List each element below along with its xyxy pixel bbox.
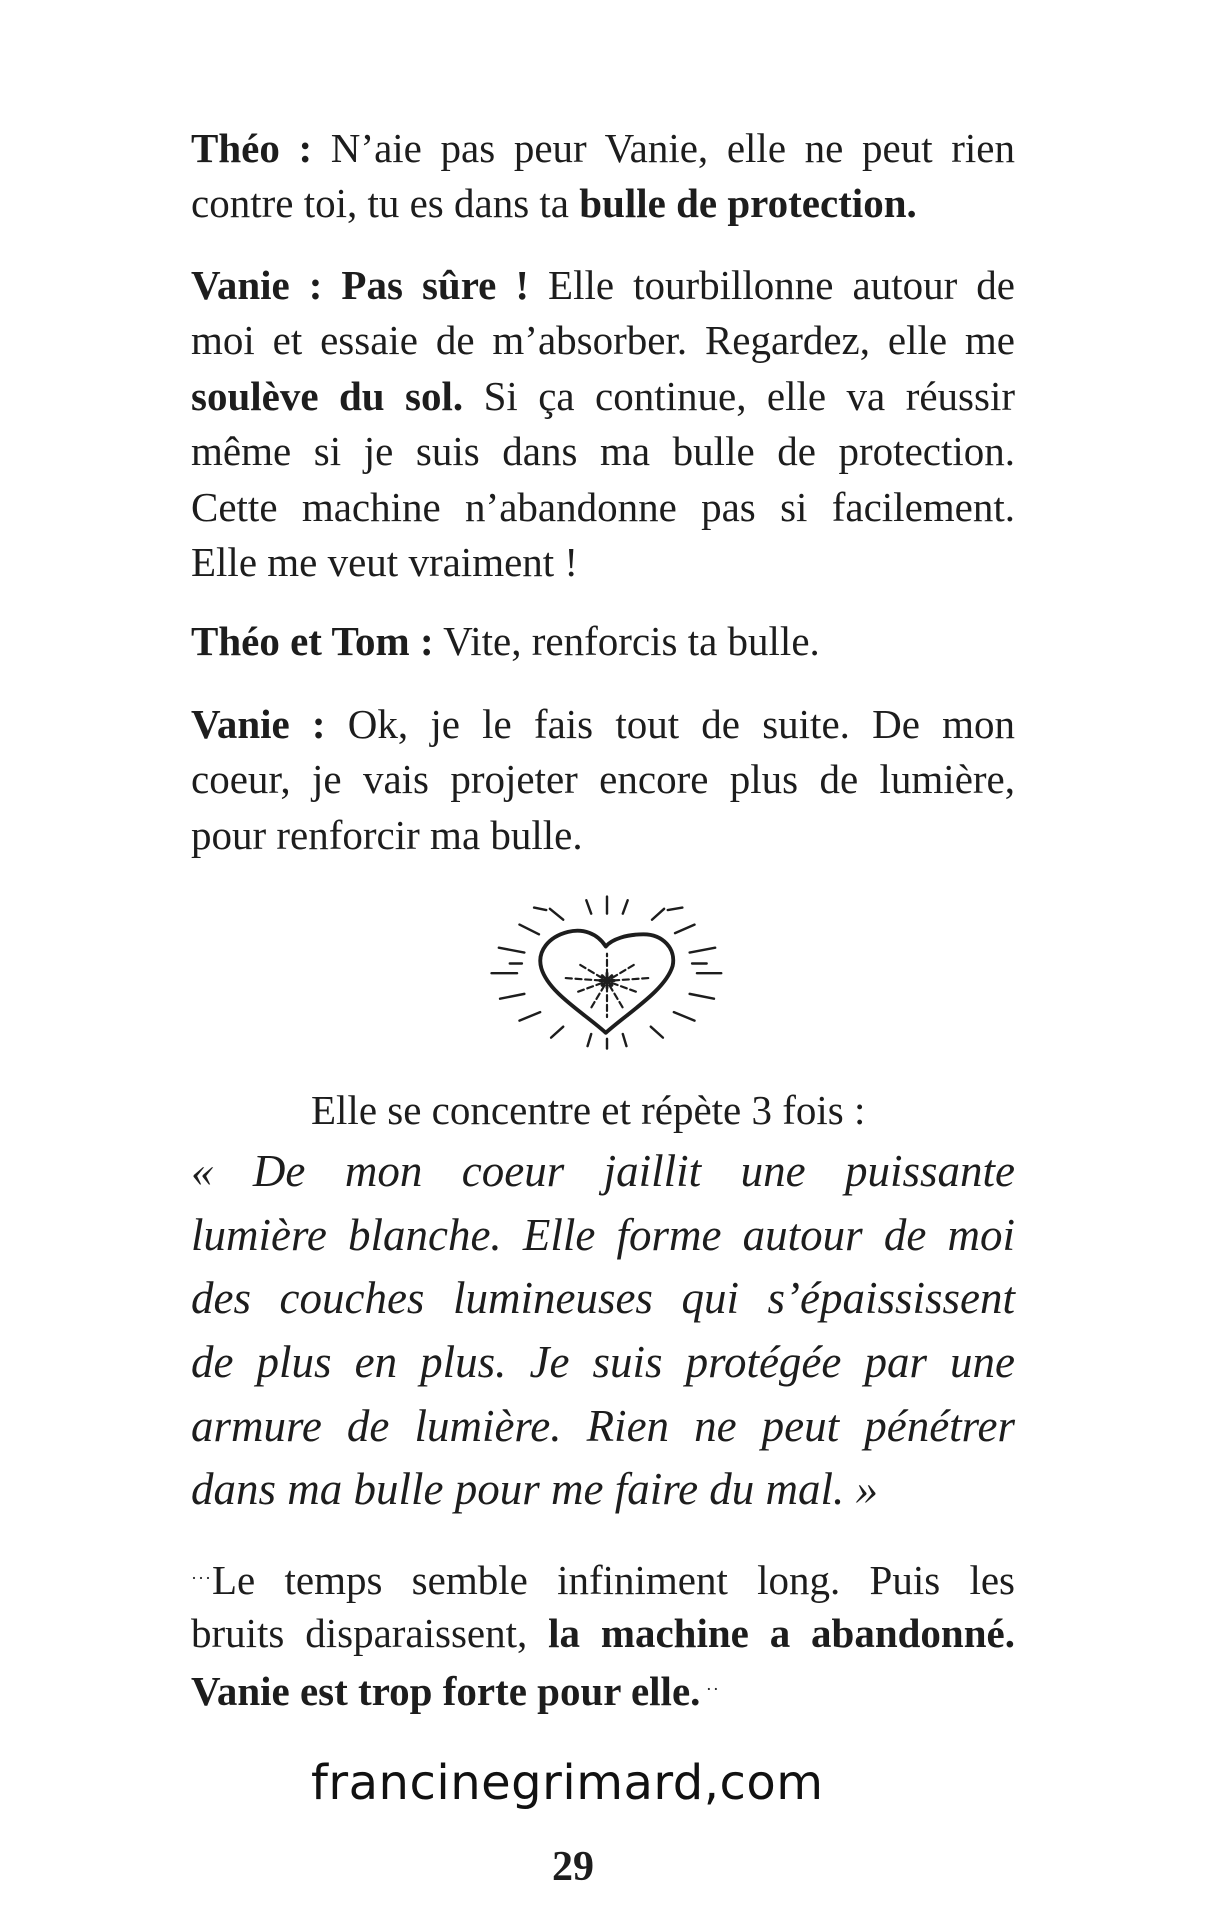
text-line [191, 121, 1015, 176]
light-ray [519, 1012, 540, 1021]
quote-line: de plus en plus. Je suis protégée par une [191, 1337, 1015, 1388]
sparkle-ray [578, 963, 602, 978]
text-line [191, 1551, 1015, 1606]
speaker-name: Vanie : Pas sûre ! [191, 262, 530, 308]
text-line [191, 369, 1015, 424]
light-ray [588, 1034, 592, 1046]
dialogue-text: Si ça continue, elle va réussir [463, 372, 1015, 419]
dialogue-text: pour renforcir ma bulle. [191, 811, 583, 858]
emphasis-text: soulève du sol. [191, 372, 464, 419]
dialogue-text: N’aie pas peur Vanie, elle ne peut rien [312, 125, 1015, 171]
speaker-name: Vanie : [191, 701, 326, 747]
text-line [191, 258, 1015, 313]
dialogue-theo-tom [191, 614, 1015, 669]
dialogue-text: Ok, je le fais tout de suite. De mon [325, 701, 1015, 747]
page-number: 29 [552, 1844, 594, 1890]
quote-line: des couches lumineuses qui s’épaississent [191, 1273, 1015, 1324]
dialogue-text: Elle tourbillonne autour de [529, 262, 1015, 308]
speaker-name: Théo et Tom : [191, 618, 434, 664]
sparkle-ray [612, 963, 636, 978]
website-url: francinegrimard,com [311, 1755, 824, 1811]
text-line [191, 535, 1015, 590]
sparkle-ray [590, 985, 605, 1009]
quote-line: « De mon coeur jaillit une puissante [191, 1146, 1015, 1196]
emphasis-text: Vanie est trop forte pour elle. [191, 1667, 701, 1714]
light-ray [500, 994, 524, 999]
light-ray [652, 909, 664, 920]
light-ray [499, 948, 525, 953]
ellipsis-mark: ··· [191, 1568, 212, 1588]
light-ray [623, 900, 628, 913]
light-ray [586, 900, 591, 913]
text-line [191, 614, 1015, 669]
dialogue-text: coeur, je vais projeter encore plus de lumière, [191, 756, 1015, 803]
light-ray [651, 1027, 663, 1038]
quote-line: dans ma bulle pour me faire du mal. » [191, 1464, 879, 1515]
text-line: Elle se concentre et répète 3 fois : [311, 1087, 866, 1133]
speaker-name: Théo : [191, 125, 313, 171]
text-line [191, 1606, 1015, 1661]
dialogue-text: moi et essaie de m’absorber. Regardez, elle me [191, 317, 1015, 364]
narration-text: bruits disparaissent, [191, 1610, 549, 1657]
quote-line: lumière blanche. Elle forme autour de moi [191, 1209, 1015, 1260]
text-line [191, 1662, 1015, 1717]
text-line [191, 808, 1015, 863]
text-line [191, 176, 1015, 231]
quote-line: armure de lumière. Rien ne peut pénétrer [191, 1400, 1015, 1451]
sparkle-ray [613, 978, 648, 980]
dialogue-text: contre toi, tu es dans ta [191, 180, 580, 227]
light-ray [550, 909, 563, 920]
light-ray [623, 1034, 627, 1046]
sparkle-ray [566, 978, 601, 980]
text-line [191, 697, 1015, 752]
closing-narration [191, 1551, 1015, 1717]
light-ray [674, 1012, 695, 1021]
text-line [191, 480, 1015, 535]
incantation-intro [311, 1083, 1015, 1138]
heart-with-rays-icon [485, 893, 729, 1051]
ellipsis-mark: ·· [700, 1678, 720, 1699]
sparkle-center [600, 973, 615, 988]
light-ray [551, 1027, 563, 1038]
text-line [191, 424, 1015, 479]
light-ray [534, 908, 546, 910]
light-ray [675, 925, 694, 934]
incantation-quote [191, 1140, 1015, 1522]
narration-text: Le temps semble infiniment long. Puis les [211, 1556, 1015, 1603]
heart-illustration [485, 893, 729, 1051]
dialogue-text: Elle me veut vraiment ! [191, 538, 579, 585]
dialogue-text: même si je suis dans ma bulle de protection. [191, 428, 1015, 475]
sparkle-ray [612, 983, 639, 993]
emphasis-text: bulle de protection. [579, 180, 917, 227]
light-ray [519, 925, 538, 935]
dialogue-vanie-2 [191, 697, 1015, 863]
dialogue-text: Vite, renforcis ta bulle. [433, 618, 820, 664]
light-ray [690, 948, 716, 953]
text-line [191, 752, 1015, 807]
sparkle-ray [609, 985, 624, 1009]
dialogue-theo [191, 121, 1015, 232]
text-line [191, 313, 1015, 368]
light-ray [690, 994, 714, 999]
dialogue-text: Cette machine n’abandonne pas si facilement. [191, 483, 1015, 530]
emphasis-text: la machine a abandonné. [548, 1610, 1015, 1657]
sparkle-ray [575, 983, 602, 993]
dialogue-vanie-1 [191, 258, 1015, 590]
light-ray [668, 908, 683, 910]
